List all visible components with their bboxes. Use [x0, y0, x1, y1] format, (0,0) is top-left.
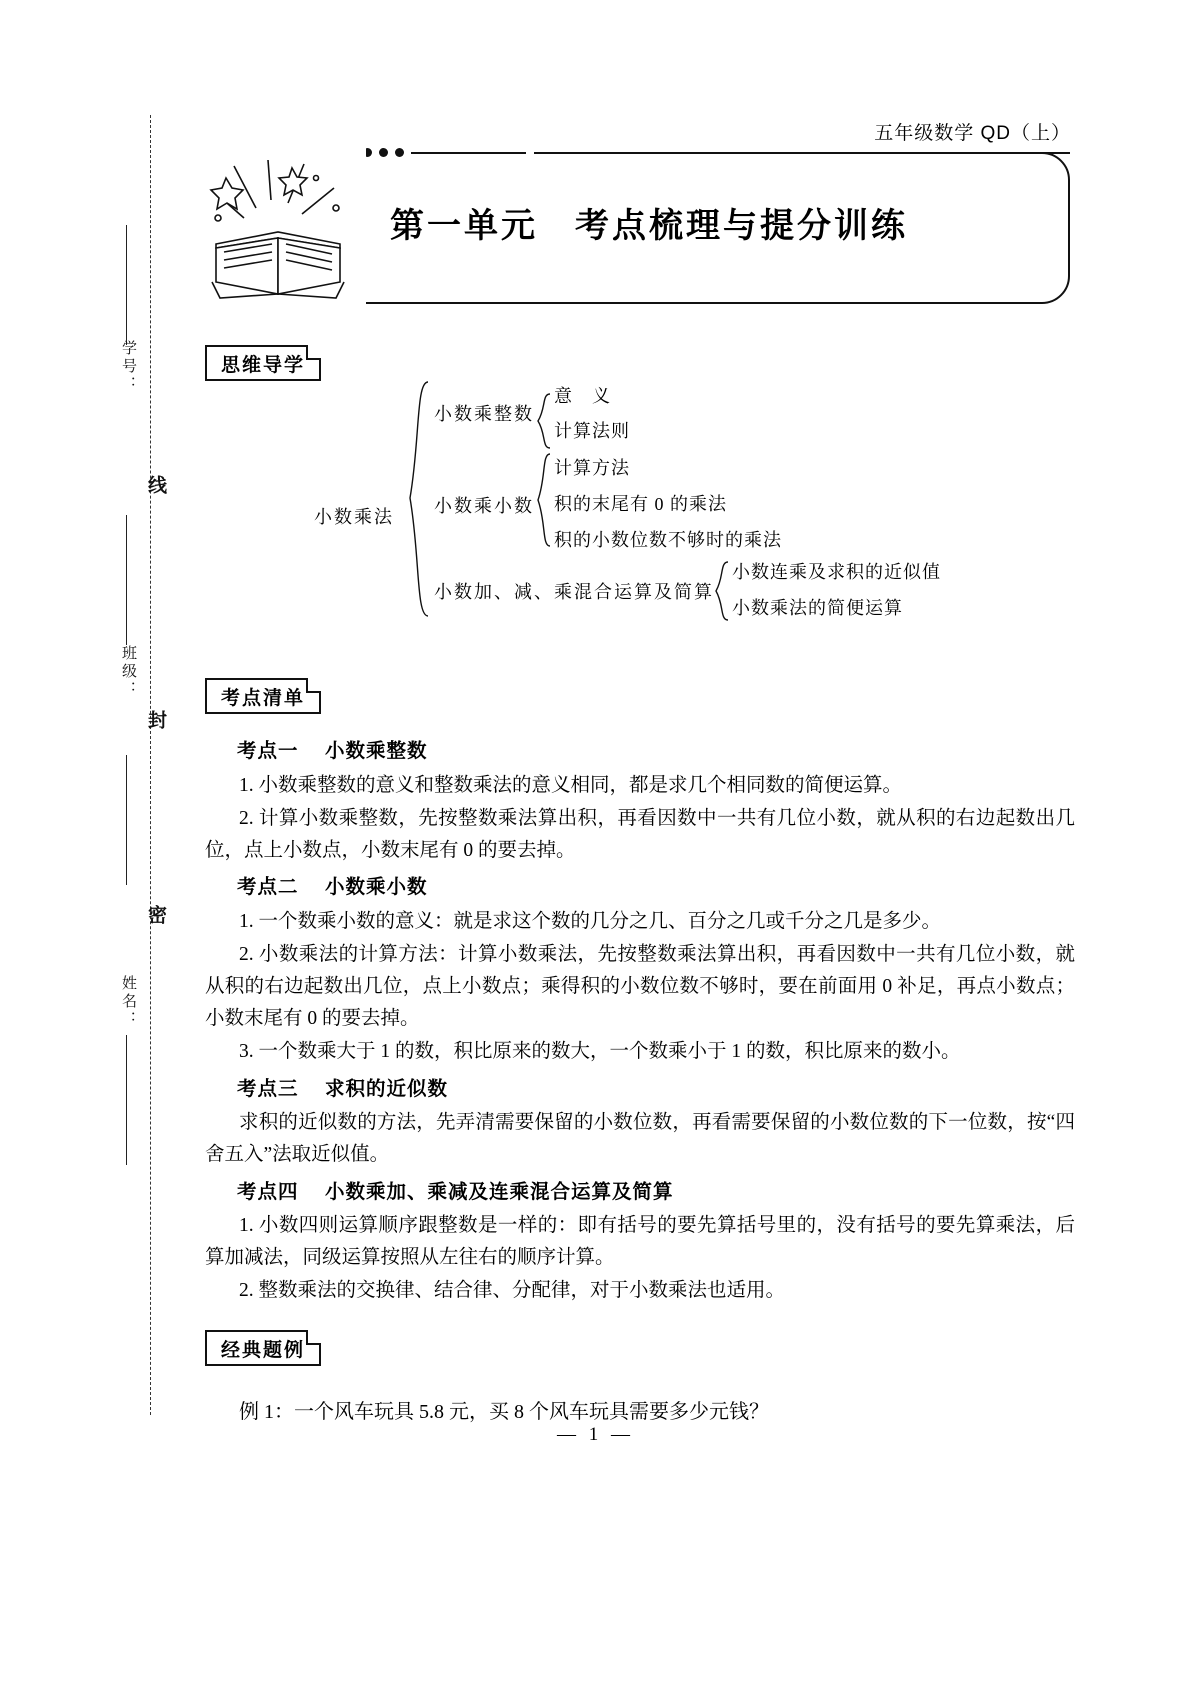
checklist-heading-3-title: 求积的近似数	[324, 1077, 448, 1100]
mindmap-branch-1-label: 小数乘整数	[434, 404, 534, 424]
checklist-heading-1-title: 小数乘整数	[324, 740, 428, 762]
mindmap-branch-1-child-1: 意 义	[554, 386, 611, 406]
seal-rule-3	[126, 755, 127, 885]
seal-dashed-line	[150, 115, 151, 1415]
seal-char-xian: 线	[145, 475, 166, 496]
mindmap-branch-2-label: 小数乘小数	[434, 496, 534, 516]
mindmap-branch-2-child-2: 积的末尾有 0 的乘法	[554, 494, 727, 514]
banner-dots-decoration	[355, 148, 534, 157]
mindmap-branch-3-child-2: 小数乘法的简便运算	[732, 598, 903, 618]
checklist-heading-1-no: 考点一	[237, 740, 299, 762]
checklist-2-item-3: 3. 一个数乘大于 1 的数，积比原来的数大，一个数乘小于 1 的数，积比原来的数小。	[239, 1041, 961, 1063]
checklist-4-item-2: 2. 整数乘法的交换律、结合律、分配律，对于小数乘法也适用。	[239, 1280, 786, 1302]
seal-char-mi: 密	[145, 905, 166, 926]
checklist-body	[205, 730, 1075, 1307]
flag-examples-label: 经典题例	[221, 1339, 306, 1361]
seal-strip	[92, 115, 172, 1415]
mindmap	[300, 386, 1090, 650]
mindmap-branch-3-label: 小数加、减、乘混合运算及简算	[434, 582, 714, 602]
checklist-2-item-2: 2. 小数乘法的计算方法：计算小数乘法，先按整数乘法算出积，再看因数中一共有几位小数，就从积的右边起数出几位，点上小数点；乘得积的小数位数不够时，要在前面用 0 补足，再点小数点；小数末尾有 0 的要去掉。	[205, 944, 1075, 1029]
checklist-heading-4	[205, 1177, 1075, 1209]
flag-checklist	[205, 678, 321, 714]
mindmap-branch-2-child-3: 积的小数位数不够时的乘法	[554, 530, 782, 550]
checklist-2-item-1: 1. 一个数乘小数的意义：就是求这个数的几分之几、百分之几或千分之几是多少。	[239, 910, 942, 932]
seal-rule-4	[126, 1035, 127, 1165]
example-1: 例 1：一个风车玩具 5.8 元，买 8 个风车玩具需要多少元钱？	[239, 1401, 769, 1423]
page-number	[0, 1424, 1191, 1446]
seal-label-student-no: 学号：	[120, 340, 137, 394]
seal-char-feng: 封	[145, 710, 166, 731]
checklist-heading-2-no: 考点二	[237, 876, 299, 899]
mindmap-root-label: 小数乘法	[314, 507, 394, 527]
checklist-heading-1	[205, 736, 1075, 768]
page-header-label: 五年级数学 QD（上）	[874, 123, 1071, 144]
mindmap-branch-3-child-1: 小数连乘及求积的近似值	[732, 562, 941, 582]
mindmap-brace-3	[714, 560, 730, 624]
mindmap-branch-2-child-1: 计算方法	[554, 458, 630, 478]
page-number-text: — 1 —	[557, 1424, 634, 1445]
flag-mindmap	[205, 345, 321, 381]
checklist-heading-3-no: 考点三	[237, 1077, 299, 1100]
checklist-heading-3	[205, 1074, 1075, 1106]
open-book-icon	[196, 148, 366, 308]
mindmap-brace-2	[536, 452, 552, 552]
seal-rule-2	[126, 515, 127, 645]
unit-title: 第一单元 考点梳理与提分训练	[390, 207, 908, 245]
checklist-heading-4-no: 考点四	[237, 1180, 299, 1203]
mindmap-brace-1	[536, 392, 552, 452]
seal-label-name: 姓名：	[120, 975, 137, 1029]
checklist-heading-2-title: 小数乘小数	[324, 876, 428, 899]
mindmap-brace-root	[408, 380, 430, 620]
checklist-heading-2	[205, 872, 1075, 904]
flag-mindmap-label: 思维导学	[221, 354, 306, 376]
mindmap-branch-1-child-2: 计算法则	[554, 421, 630, 441]
checklist-4-item-1: 1. 小数四则运算顺序跟整数是一样的：即有括号的要先算括号里的，没有括号的要先算乘法，后算加减法，同级运算按照从左往右的顺序计算。	[205, 1215, 1075, 1268]
flag-checklist-label: 考点清单	[221, 687, 306, 709]
flag-examples	[205, 1330, 321, 1366]
checklist-3-item-1: 求积的近似数的方法，先弄清需要保留的小数位数，再看需要保留的小数位数的下一位数，按“四舍五入”法取近似值。	[205, 1112, 1075, 1165]
seal-rule-1	[126, 225, 127, 345]
checklist-1-item-2: 2. 计算小数乘整数，先按整数乘法算出积，再看因数中一共有几位小数，就从积的右边起数出几位，点上小数点，小数末尾有 0 的要去掉。	[205, 808, 1075, 861]
checklist-1-item-1: 1. 小数乘整数的意义和整数乘法的意义相同，都是求几个相同数的简便运算。	[239, 774, 903, 796]
checklist-heading-4-title: 小数乘加、乘减及连乘混合运算及简算	[324, 1180, 674, 1203]
seal-label-class: 班级：	[120, 645, 137, 699]
